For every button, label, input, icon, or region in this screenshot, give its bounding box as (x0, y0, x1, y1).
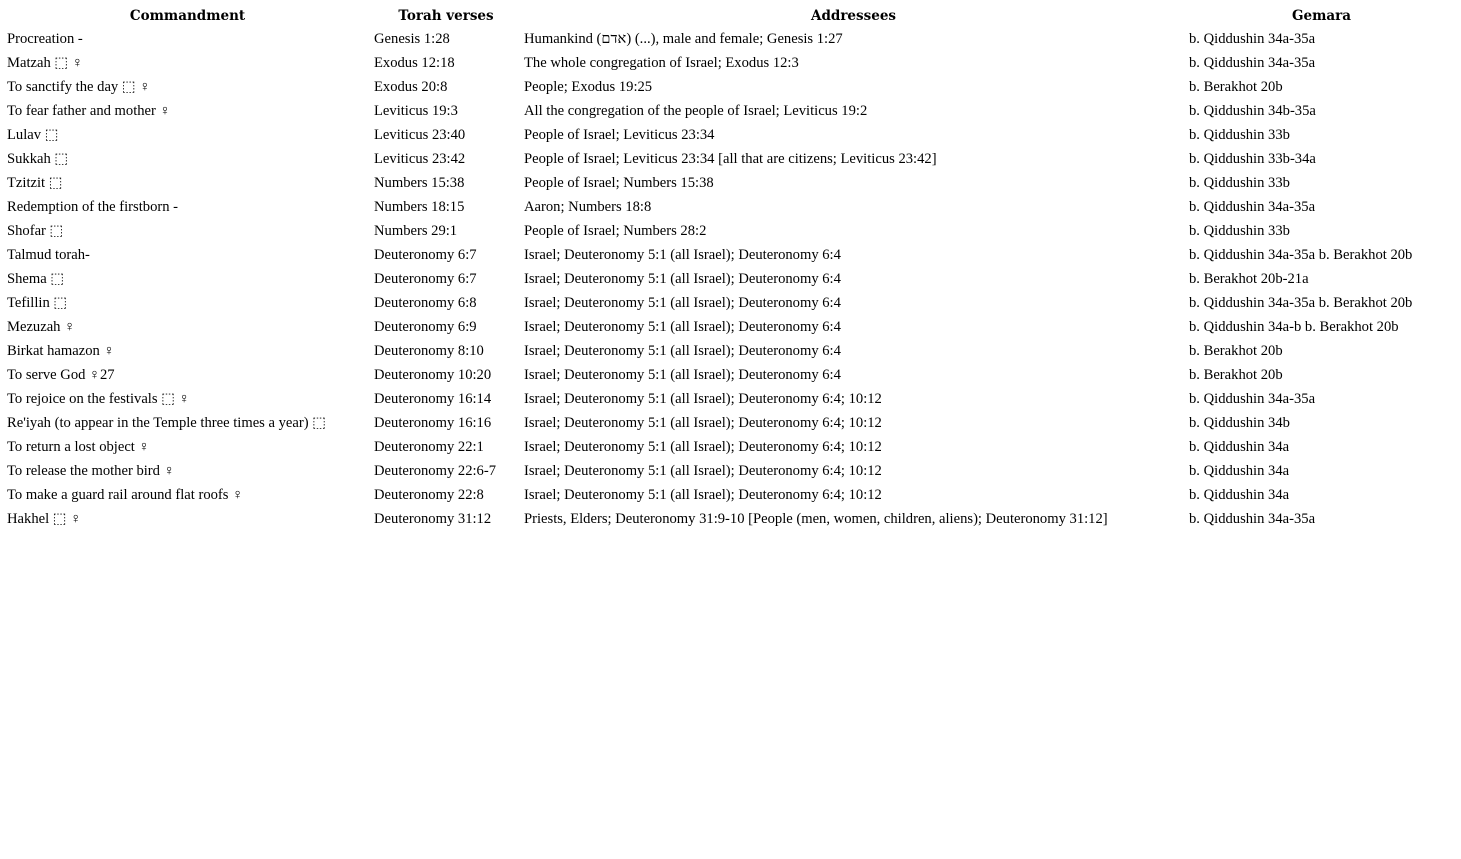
addressees-cell: Israel; Deuteronomy 5:1 (all Israel); Deuteronomy 6:4 (524, 246, 841, 263)
header-torah-verses: Torah verses (398, 8, 494, 24)
gemara-cell: b. Qiddushin 34a-35a (1189, 390, 1316, 407)
addressees-cell: Israel; Deuteronomy 5:1 (all Israel); Deuteronomy 6:4 (524, 318, 841, 335)
header-gemara: Gemara (1291, 8, 1351, 24)
table-row (4, 75, 1457, 99)
gemara-cell: b. Qiddushin 33b (1189, 222, 1290, 239)
table-row (4, 507, 1457, 531)
commandment-cell: Re'iyah (to appear in the Temple three times a year) ⬚ (7, 415, 327, 431)
commandment-cell: Tzitzit ⬚ (7, 175, 63, 191)
torah-verse-cell: Deuteronomy 22:6-7 (374, 462, 496, 479)
table-row (4, 147, 1457, 171)
commandment-cell: Redemption of the firstborn - (7, 198, 179, 215)
table-row (4, 483, 1457, 507)
commandment-cell: To rejoice on the festivals ⬚ ♀ (7, 391, 190, 407)
commandment-cell: To return a lost object ♀ (7, 438, 150, 455)
gemara-cell: b. Qiddushin 34a-35a (1189, 510, 1316, 527)
torah-verse-cell: Deuteronomy 22:1 (374, 438, 484, 455)
commandment-cell: To release the mother bird ♀ (7, 462, 175, 479)
addressees-cell: Israel; Deuteronomy 5:1 (all Israel); Deuteronomy 6:4 (524, 270, 841, 287)
table-row (4, 291, 1457, 315)
table-row (4, 339, 1457, 363)
table-row (4, 411, 1457, 435)
addressees-cell: People of Israel; Leviticus 23:34 [all that are citizens; Leviticus 23:42] (524, 150, 937, 167)
addressees-cell: Israel; Deuteronomy 5:1 (all Israel); Deuteronomy 6:4; 10:12 (524, 414, 882, 431)
gemara-cell: b. Qiddushin 34b (1189, 414, 1290, 431)
torah-verse-cell: Deuteronomy 8:10 (374, 342, 484, 359)
addressees-cell: Israel; Deuteronomy 5:1 (all Israel); Deuteronomy 6:4 (524, 342, 841, 359)
commandment-cell: To fear father and mother ♀ (7, 102, 171, 119)
commandment-cell: Matzah ⬚ ♀ (7, 55, 83, 71)
table-row (4, 267, 1457, 291)
gemara-cell: b. Qiddushin 34a-35a (1189, 198, 1316, 215)
gemara-cell: b. Berakhot 20b (1189, 78, 1283, 95)
header-addressees: Addressees (810, 8, 897, 24)
table-row (4, 27, 1457, 51)
commandment-cell: To sanctify the day ⬚ ♀ (7, 79, 151, 95)
torah-verse-cell: Deuteronomy 6:7 (374, 270, 477, 287)
addressees-cell: All the congregation of the people of Israel; Leviticus 19:2 (524, 102, 868, 119)
addressees-cell: Israel; Deuteronomy 5:1 (all Israel); Deuteronomy 6:4; 10:12 (524, 390, 882, 407)
torah-verse-cell: Deuteronomy 16:16 (374, 414, 492, 431)
torah-verse-cell: Deuteronomy 6:8 (374, 294, 477, 311)
addressees-cell: Israel; Deuteronomy 5:1 (all Israel); Deuteronomy 6:4; 10:12 (524, 462, 882, 479)
table-row (4, 243, 1457, 267)
commandment-cell: Birkat hamazon ♀ (7, 342, 115, 359)
torah-verse-cell: Numbers 18:15 (374, 198, 465, 215)
torah-verse-cell: Numbers 15:38 (374, 174, 465, 191)
addressees-cell: Israel; Deuteronomy 5:1 (all Israel); Deuteronomy 6:4; 10:12 (524, 438, 882, 455)
commandment-cell: Tefillin ⬚ (7, 295, 68, 311)
torah-verse-cell: Deuteronomy 16:14 (374, 390, 492, 407)
torah-verse-cell: Exodus 20:8 (374, 78, 448, 95)
commandment-cell: Lulav ⬚ (7, 127, 59, 143)
gemara-cell: b. Berakhot 20b (1189, 342, 1283, 359)
commandment-cell: Shema ⬚ (7, 271, 65, 287)
addressees-cell: People of Israel; Leviticus 23:34 (524, 126, 715, 143)
commandment-cell: Hakhel ⬚ ♀ (7, 511, 82, 527)
torah-verse-cell: Leviticus 23:40 (374, 126, 466, 143)
gemara-cell: b. Berakhot 20b (1189, 366, 1283, 383)
table-row (4, 51, 1457, 75)
addressees-cell: Priests, Elders; Deuteronomy 31:9-10 [People (men, women, children, aliens); Deuteronomy 31:12] (524, 510, 1108, 527)
gemara-cell: b. Qiddushin 34b-35a (1189, 102, 1316, 119)
addressees-cell: People of Israel; Numbers 15:38 (524, 174, 714, 191)
torah-verse-cell: Deuteronomy 22:8 (374, 486, 484, 503)
addressees-cell: Israel; Deuteronomy 5:1 (all Israel); Deuteronomy 6:4 (524, 366, 841, 383)
commandment-cell: Mezuzah ♀ (7, 318, 76, 335)
torah-verse-cell: Genesis 1:28 (374, 30, 450, 47)
addressees-cell: People; Exodus 19:25 (524, 78, 653, 95)
gemara-cell: b. Qiddushin 33b (1189, 174, 1290, 191)
table-row (4, 123, 1457, 147)
table-row (4, 195, 1457, 219)
table-body (4, 27, 1457, 531)
torah-verse-cell: Deuteronomy 31:12 (374, 510, 492, 527)
gemara-cell: b. Qiddushin 34a (1189, 486, 1290, 503)
commandment-cell: To make a guard rail around flat roofs ♀ (7, 486, 244, 503)
header-row (4, 5, 1457, 27)
table-row (4, 363, 1457, 387)
commandment-cell: Procreation - (7, 30, 83, 47)
gemara-cell: b. Qiddushin 34a-35a b. Berakhot 20b (1189, 294, 1413, 311)
torah-verse-cell: Leviticus 19:3 (374, 102, 458, 119)
addressees-cell: Aaron; Numbers 18:8 (524, 198, 652, 215)
gemara-cell: b. Qiddushin 34a (1189, 438, 1290, 455)
table-header (4, 5, 1457, 27)
gemara-cell: b. Qiddushin 33b-34a (1189, 150, 1316, 167)
addressees-cell: Humankind (אדם) (...), male and female; Genesis 1:27 (524, 30, 843, 47)
gemara-cell: b. Qiddushin 34a-b b. Berakhot 20b (1189, 318, 1399, 335)
addressees-cell: People of Israel; Numbers 28:2 (524, 222, 707, 239)
torah-verse-cell: Deuteronomy 6:7 (374, 246, 477, 263)
gemara-cell: b. Qiddushin 34a-35a (1189, 30, 1316, 47)
gemara-cell: b. Qiddushin 34a-35a b. Berakhot 20b (1189, 246, 1413, 263)
table-row (4, 459, 1457, 483)
addressees-cell: The whole congregation of Israel; Exodus 12:3 (524, 54, 799, 71)
table-row (4, 219, 1457, 243)
table-row (4, 171, 1457, 195)
gemara-cell: b. Qiddushin 34a (1189, 462, 1290, 479)
document (4, 5, 1457, 531)
commandment-cell: Shofar ⬚ (7, 223, 64, 239)
header-commandment: Commandment (129, 8, 246, 24)
table-row (4, 315, 1457, 339)
addressees-cell: Israel; Deuteronomy 5:1 (all Israel); Deuteronomy 6:4 (524, 294, 841, 311)
torah-verse-cell: Numbers 29:1 (374, 222, 458, 239)
addressees-cell: Israel; Deuteronomy 5:1 (all Israel); Deuteronomy 6:4; 10:12 (524, 486, 882, 503)
torah-verse-cell: Exodus 12:18 (374, 54, 455, 71)
commandment-cell: Talmud torah- (7, 246, 90, 263)
table-row (4, 99, 1457, 123)
table-row (4, 435, 1457, 459)
gemara-cell: b. Qiddushin 34a-35a (1189, 54, 1316, 71)
commandment-cell: To serve God ♀27 (7, 366, 115, 383)
gemara-cell: b. Berakhot 20b-21a (1189, 270, 1309, 287)
gemara-cell: b. Qiddushin 33b (1189, 126, 1290, 143)
torah-verse-cell: Deuteronomy 10:20 (374, 366, 492, 383)
table-row (4, 387, 1457, 411)
torah-verse-cell: Leviticus 23:42 (374, 150, 466, 167)
commandments-table (4, 5, 1457, 531)
torah-verse-cell: Deuteronomy 6:9 (374, 318, 477, 335)
commandment-cell: Sukkah ⬚ (7, 151, 69, 167)
